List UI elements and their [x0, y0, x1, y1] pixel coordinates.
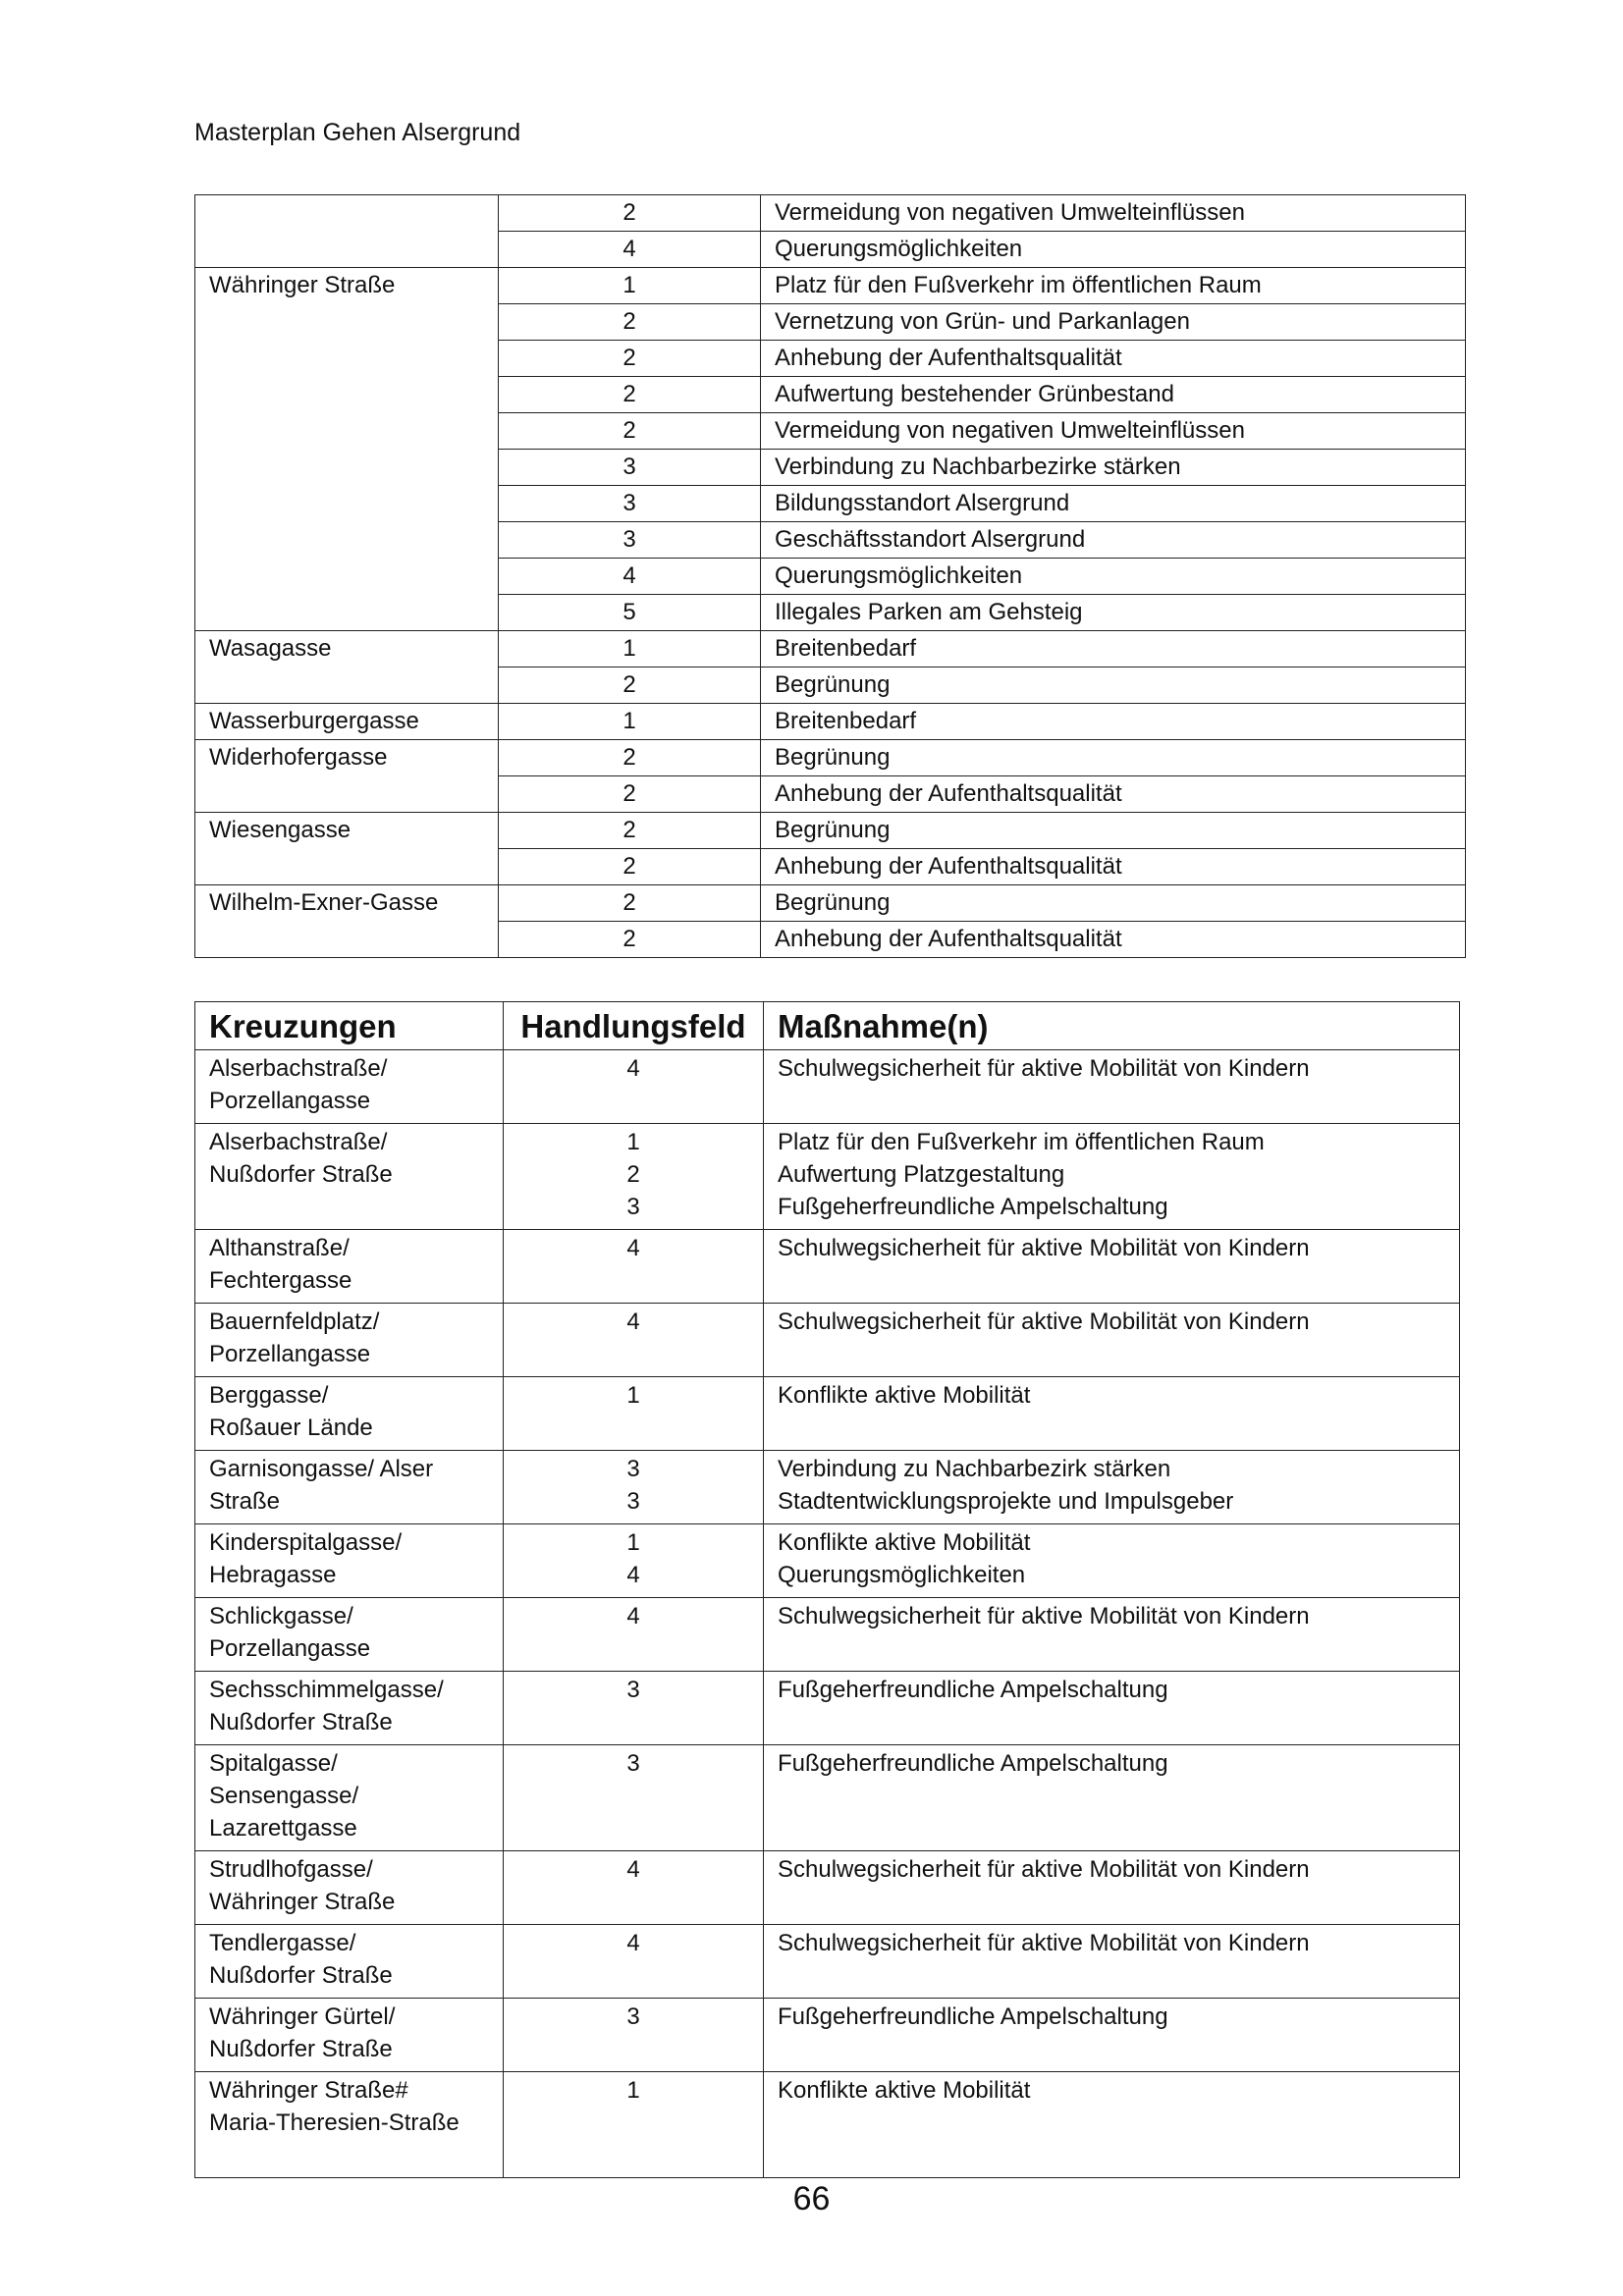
measure-text: Begrünung [761, 813, 1466, 849]
street-name: Wilhelm-Exner-Gasse [195, 885, 499, 958]
crossing-name-line: Schlickgasse/ [209, 1603, 353, 1629]
measures-cell [764, 1050, 1460, 1124]
table-row [195, 1851, 1460, 1925]
measures-cell [764, 1451, 1460, 1524]
measures-cell [764, 1524, 1460, 1598]
crossing-name [195, 1451, 504, 1524]
action-field-number: 2 [499, 922, 761, 958]
crossing-name-line: Porzellangasse [209, 1341, 371, 1367]
measure-text: Illegales Parken am Gehsteig [761, 595, 1466, 631]
measure-text: Aufwertung Platzgestaltung [778, 1161, 1065, 1188]
crossing-name-line: Althanstraße/ [209, 1235, 350, 1261]
measures-cell [764, 1598, 1460, 1672]
measure-text: Querungsmöglichkeiten [778, 1562, 1026, 1588]
action-field-number: 4 [626, 1603, 640, 1629]
action-field-cell [504, 1598, 764, 1672]
measure-text: Anhebung der Aufenthaltsqualität [761, 922, 1466, 958]
measure-text: Vermeidung von negativen Umwelteinflüssen [761, 413, 1466, 450]
action-field-cell [504, 1451, 764, 1524]
action-field-number: 1 [626, 1382, 640, 1409]
crossing-name-line: Währinger Straße [209, 1889, 396, 1915]
action-field-number: 4 [626, 1308, 640, 1335]
action-field-number: 2 [499, 776, 761, 813]
action-field-cell [504, 1304, 764, 1377]
action-field-number: 3 [499, 486, 761, 522]
action-field-number: 3 [626, 2003, 640, 2030]
table-row [195, 1999, 1460, 2072]
measure-text: Bildungsstandort Alsergrund [761, 486, 1466, 522]
table-row [195, 2072, 1460, 2178]
crossing-name [195, 1050, 504, 1124]
header-crossings: Kreuzungen [195, 1002, 504, 1050]
table-row [195, 704, 1466, 740]
action-field-number: 3 [626, 1750, 640, 1777]
action-field-number: 2 [499, 341, 761, 377]
action-field-cell [504, 1050, 764, 1124]
action-field-cell [504, 1851, 764, 1925]
action-field-number: 2 [499, 740, 761, 776]
measure-text: Stadtentwicklungsprojekte und Impulsgeber [778, 1488, 1234, 1515]
measure-text: Konflikte aktive Mobilität [778, 1382, 1031, 1409]
crossing-name-line: Nußdorfer Straße [209, 1161, 393, 1188]
measure-text: Platz für den Fußverkehr im öffentlichen Raum [761, 268, 1466, 304]
measure-text: Vermeidung von negativen Umwelteinflüssen [761, 195, 1466, 232]
action-field-cell [504, 1524, 764, 1598]
street-name: Wasserburgergasse [195, 704, 499, 740]
measure-text: Verbindung zu Nachbarbezirke stärken [761, 450, 1466, 486]
crossing-name [195, 1745, 504, 1851]
crossing-name-line: Straße [209, 1488, 281, 1515]
table-row [195, 1745, 1460, 1851]
page-number: 66 [792, 2180, 831, 2217]
crossing-name-line: Kinderspitalgasse/ [209, 1529, 403, 1556]
measures-cell [764, 1672, 1460, 1745]
street-name [195, 195, 499, 268]
action-field-cell [504, 1230, 764, 1304]
action-field-cell [504, 1377, 764, 1451]
crossing-name-line: Fechtergasse [209, 1267, 352, 1294]
measures-cell [764, 1230, 1460, 1304]
crossing-name [195, 1304, 504, 1377]
measure-text: Querungsmöglichkeiten [761, 232, 1466, 268]
table-row [195, 1230, 1460, 1304]
action-field-number: 4 [626, 1930, 640, 1956]
action-field-number: 4 [499, 559, 761, 595]
measure-text: Querungsmöglichkeiten [761, 559, 1466, 595]
crossing-name-line: Strudlhofgasse/ [209, 1856, 373, 1883]
crossing-name-line: Porzellangasse [209, 1088, 371, 1114]
crossings-table [194, 1001, 1460, 2178]
action-field-number: 5 [499, 595, 761, 631]
measure-text: Schulwegsicherheit für aktive Mobilität von Kindern [778, 1856, 1310, 1883]
crossing-name-line: Spitalgasse/ [209, 1750, 338, 1777]
measure-text: Schulwegsicherheit für aktive Mobilität von Kindern [778, 1930, 1310, 1956]
action-field-number: 3 [499, 522, 761, 559]
crossing-name-line: Währinger Gürtel/ [209, 2003, 396, 2030]
measures-cell [764, 1124, 1460, 1230]
action-field-number: 3 [626, 1677, 640, 1703]
measure-text: Verbindung zu Nachbarbezirk stärken [778, 1456, 1171, 1482]
street-name: Widerhofergasse [195, 740, 499, 813]
action-field-number: 2 [499, 849, 761, 885]
table-row [195, 1524, 1460, 1598]
table-row [195, 813, 1466, 849]
measures-cell [764, 1377, 1460, 1451]
measure-text: Schulwegsicherheit für aktive Mobilität von Kindern [778, 1055, 1310, 1082]
action-field-number: 1 [499, 631, 761, 667]
measure-text: Fußgeherfreundliche Ampelschaltung [778, 1677, 1168, 1703]
header-measures: Maßnahme(n) [764, 1002, 1460, 1050]
measure-text: Anhebung der Aufenthaltsqualität [761, 776, 1466, 813]
measure-text: Konflikte aktive Mobilität [778, 1529, 1031, 1556]
action-field-number: 2 [499, 813, 761, 849]
action-field-number: 3 [626, 1194, 640, 1220]
action-field-number: 3 [626, 1456, 640, 1482]
action-field-number: 4 [626, 1235, 640, 1261]
crossing-name [195, 1230, 504, 1304]
table-row [195, 1925, 1460, 1999]
action-field-number: 1 [626, 1129, 640, 1155]
crossing-name-line: Porzellangasse [209, 1635, 371, 1662]
action-field-cell [504, 2072, 764, 2178]
street-name: Wasagasse [195, 631, 499, 704]
action-field-number: 2 [626, 1161, 640, 1188]
table-row [195, 268, 1466, 304]
action-field-number: 2 [499, 377, 761, 413]
crossing-name [195, 1598, 504, 1672]
measure-text: Vernetzung von Grün- und Parkanlagen [761, 304, 1466, 341]
measures-cell [764, 1999, 1460, 2072]
crossing-name-line: Roßauer Lände [209, 1415, 373, 1441]
action-field-number: 4 [499, 232, 761, 268]
measure-text: Platz für den Fußverkehr im öffentlichen Raum [778, 1129, 1265, 1155]
crossing-name [195, 1124, 504, 1230]
measures-cell [764, 1745, 1460, 1851]
crossing-name-line: Sensengasse/ [209, 1783, 359, 1809]
action-field-cell [504, 1925, 764, 1999]
table-row [195, 1672, 1460, 1745]
street-name: Währinger Straße [195, 268, 499, 631]
crossing-name-line: Alserbachstraße/ [209, 1055, 388, 1082]
crossing-name-line: Nußdorfer Straße [209, 1962, 393, 1989]
measure-text: Aufwertung bestehender Grünbestand [761, 377, 1466, 413]
crossing-name-line: Währinger Straße# [209, 2077, 408, 2104]
crossings-header-row [195, 1002, 1460, 1050]
table-row [195, 740, 1466, 776]
measure-text: Anhebung der Aufenthaltsqualität [761, 341, 1466, 377]
crossing-name [195, 1999, 504, 2072]
measure-text: Konflikte aktive Mobilität [778, 2077, 1031, 2104]
table-row [195, 1451, 1460, 1524]
table-row [195, 195, 1466, 232]
street-name: Wiesengasse [195, 813, 499, 885]
crossing-name-line: Hebragasse [209, 1562, 337, 1588]
measure-text: Fußgeherfreundliche Ampelschaltung [778, 2003, 1168, 2030]
measures-cell [764, 1304, 1460, 1377]
crossing-name-line: Maria-Theresien-Straße [209, 2109, 460, 2136]
action-field-number: 2 [499, 304, 761, 341]
measures-cell [764, 1851, 1460, 1925]
crossing-name [195, 1377, 504, 1451]
table-row [195, 631, 1466, 667]
measure-text: Schulwegsicherheit für aktive Mobilität von Kindern [778, 1308, 1310, 1335]
measure-text: Anhebung der Aufenthaltsqualität [761, 849, 1466, 885]
table-row [195, 1050, 1460, 1124]
measure-text: Breitenbedarf [761, 631, 1466, 667]
action-field-number: 1 [626, 2077, 640, 2104]
table-row [195, 1124, 1460, 1230]
crossing-name-line: Tendlergasse/ [209, 1930, 356, 1956]
action-field-number: 2 [499, 667, 761, 704]
crossing-name-line: Nußdorfer Straße [209, 1709, 393, 1735]
action-field-number: 3 [626, 1488, 640, 1515]
crossing-name-line: Lazarettgasse [209, 1815, 357, 1842]
measure-text: Begrünung [761, 740, 1466, 776]
crossing-name-line: Garnisongasse/ Alser [209, 1456, 434, 1482]
measure-text: Begrünung [761, 667, 1466, 704]
measure-text: Schulwegsicherheit für aktive Mobilität von Kindern [778, 1603, 1310, 1629]
crossing-name [195, 2072, 504, 2178]
action-field-cell [504, 1999, 764, 2072]
measures-cell [764, 1925, 1460, 1999]
crossing-name-line: Bauernfeldplatz/ [209, 1308, 380, 1335]
measure-text: Fußgeherfreundliche Ampelschaltung [778, 1194, 1168, 1220]
running-header: Masterplan Gehen Alsergrund [194, 119, 521, 146]
crossing-name-line: Sechsschimmelgasse/ [209, 1677, 444, 1703]
crossing-name-line: Alserbachstraße/ [209, 1129, 388, 1155]
action-field-number: 4 [626, 1856, 640, 1883]
measure-text: Schulwegsicherheit für aktive Mobilität von Kindern [778, 1235, 1310, 1261]
crossing-name [195, 1851, 504, 1925]
crossing-name [195, 1925, 504, 1999]
action-field-cell [504, 1672, 764, 1745]
measures-cell [764, 2072, 1460, 2178]
action-field-number: 1 [499, 268, 761, 304]
measure-text: Begrünung [761, 885, 1466, 922]
crossing-name [195, 1672, 504, 1745]
table-row [195, 885, 1466, 922]
measure-text: Geschäftsstandort Alsergrund [761, 522, 1466, 559]
streets-table [194, 194, 1466, 958]
action-field-number: 2 [499, 885, 761, 922]
crossing-name-line: Nußdorfer Straße [209, 2036, 393, 2062]
action-field-number: 2 [499, 413, 761, 450]
crossing-name [195, 1524, 504, 1598]
measure-text: Breitenbedarf [761, 704, 1466, 740]
action-field-number: 4 [626, 1055, 640, 1082]
action-field-number: 3 [499, 450, 761, 486]
crossing-name-line: Berggasse/ [209, 1382, 329, 1409]
table-row [195, 1304, 1460, 1377]
action-field-cell [504, 1745, 764, 1851]
header-action-field: Handlungsfeld [504, 1002, 764, 1050]
table-row [195, 1377, 1460, 1451]
action-field-number: 2 [499, 195, 761, 232]
action-field-number: 1 [499, 704, 761, 740]
action-field-cell [504, 1124, 764, 1230]
action-field-number: 4 [626, 1562, 640, 1588]
measure-text: Fußgeherfreundliche Ampelschaltung [778, 1750, 1168, 1777]
action-field-number: 1 [626, 1529, 640, 1556]
table-row [195, 1598, 1460, 1672]
